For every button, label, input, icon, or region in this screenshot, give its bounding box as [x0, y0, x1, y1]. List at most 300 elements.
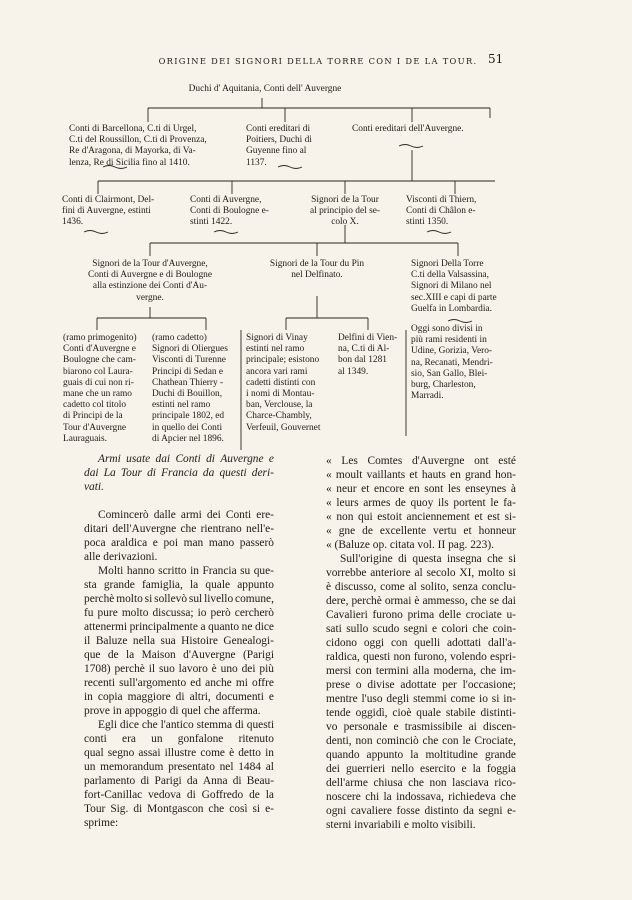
word: en	[450, 469, 461, 481]
word: La	[103, 467, 116, 479]
word: e-	[507, 805, 516, 817]
body-line	[84, 508, 274, 522]
word: comune,	[235, 593, 274, 605]
word: era	[122, 733, 136, 745]
word: moult	[335, 469, 363, 481]
word: copia	[97, 691, 123, 703]
word: « (Baluze op. citata vol. II pag. 223).	[326, 539, 494, 551]
word: prove in appoggio di quel che afferma.	[84, 705, 261, 717]
page-number: 51	[488, 52, 504, 66]
word: grande	[103, 579, 135, 591]
word: oggi	[363, 637, 385, 649]
word: scritto	[158, 565, 187, 577]
word: presentato	[168, 761, 215, 773]
word: di	[175, 691, 185, 703]
word: come	[380, 581, 405, 593]
body-line	[326, 734, 516, 748]
word: suo	[158, 663, 175, 675]
word: gne	[338, 525, 356, 537]
word: crociate	[465, 609, 502, 621]
word: non	[429, 777, 447, 789]
word: rico-	[494, 777, 516, 789]
word: fu	[84, 607, 94, 619]
word: è	[414, 595, 420, 607]
body-line	[326, 762, 516, 776]
word: ogni	[326, 805, 347, 817]
word: l'antico	[160, 719, 194, 731]
running-head: ORIGINE DEI SIGNORI DELLA TORRE CON I DE LA TOUR.	[158, 56, 478, 66]
word: dell'Auvergne	[112, 523, 177, 535]
word: qual	[84, 747, 104, 759]
word: di	[186, 789, 196, 801]
word: ritenuto	[238, 733, 274, 745]
word: d'Auvergne	[183, 649, 236, 661]
word: Crociate,	[474, 735, 516, 747]
word: detto	[238, 747, 261, 759]
word: questi	[363, 651, 391, 663]
word: segni	[478, 805, 503, 817]
tree-node-clairmont: Conti di Clairmont, Del- fini di Auvergne, estinti 1436.	[62, 195, 155, 228]
word: «	[326, 525, 332, 537]
word: principalmente	[129, 621, 198, 633]
word: enseynes	[465, 483, 507, 495]
word: e	[152, 537, 158, 549]
body-line	[84, 690, 274, 704]
tree-node-conti-ereditari-auvergne: Conti ereditari dell'Auvergne.	[352, 124, 464, 134]
word: che	[208, 803, 225, 815]
word: da	[186, 775, 198, 787]
word: la	[189, 579, 199, 591]
word: assai	[138, 747, 161, 759]
word: de	[107, 649, 119, 661]
word: guerrieri	[345, 763, 386, 775]
word: Comincerò	[98, 509, 149, 521]
word: degli	[386, 693, 410, 705]
word: si	[491, 693, 500, 705]
word: richiedeva	[448, 791, 496, 803]
body-line	[326, 454, 516, 468]
body-line	[84, 620, 274, 634]
word: che	[408, 777, 424, 789]
body-line	[84, 802, 274, 816]
word: trasmissibile	[404, 721, 463, 733]
word: en	[408, 483, 420, 495]
word: nell'e-	[246, 523, 274, 535]
word: Auvergne	[220, 453, 264, 465]
word: moderna,	[433, 665, 477, 677]
word: la	[125, 649, 135, 661]
word: espri-	[490, 651, 516, 663]
word: «	[326, 511, 332, 523]
word: grand	[464, 469, 491, 481]
word: Genealogi-	[223, 635, 274, 647]
word: attenermi	[84, 621, 128, 633]
word: altri,	[189, 691, 211, 703]
word: insegna	[446, 553, 482, 565]
word: honneur	[478, 525, 516, 537]
word: ammesso,	[422, 595, 468, 607]
word: in	[265, 747, 274, 759]
left-text-column	[84, 452, 274, 830]
word: memorandum	[100, 761, 164, 773]
word: noscere	[326, 791, 361, 803]
word: discussa;	[152, 607, 194, 619]
word: armes	[363, 497, 391, 509]
word: ditari	[84, 523, 109, 535]
tree-node-barcellona: Conti di Barcellona, C.ti di Urgel, C.ti del Roussillon, C.ti di Provenza, Re d'Aragona, di Mayorka, di Va- lenza, Re di Sicilia fino al 1410.	[69, 124, 207, 168]
word: poi	[163, 537, 179, 549]
body-line	[326, 748, 516, 762]
word: segni	[403, 623, 428, 635]
word: araldica	[111, 537, 148, 549]
word: si-	[504, 511, 516, 523]
section-heading-line	[84, 480, 274, 494]
word: conti	[84, 733, 107, 745]
word: divise	[367, 679, 395, 691]
word: le	[490, 497, 499, 509]
tree-node-tour-du-pin: Signori de la Tour du Pin nel Delfinato.	[269, 259, 365, 281]
word: chi	[365, 791, 380, 803]
word: Anna	[202, 775, 228, 787]
tree-tilde	[448, 320, 472, 323]
word: Sull'origine	[340, 553, 393, 565]
body-line	[84, 760, 274, 774]
word: sta	[84, 579, 97, 591]
word: così	[229, 803, 248, 815]
tree-node-signori-de-la-tour: Signori de la Tour al principio del se- colo X.	[309, 195, 381, 228]
word: Egli	[98, 719, 117, 731]
word: ai	[468, 721, 477, 733]
word: appunto	[366, 749, 404, 761]
word: vo	[326, 721, 338, 733]
word: senza	[452, 581, 478, 593]
section-heading-line	[84, 466, 274, 480]
word: et	[474, 511, 483, 523]
body-line	[84, 662, 274, 676]
word: personale	[343, 721, 388, 733]
tree-node-delfini-vienna: Delfini di Vien- na, C.ti di Al- bon dal 1281 al 1349.	[338, 333, 398, 377]
word: furono	[372, 609, 403, 621]
word: che	[480, 665, 497, 677]
word: perchè	[84, 593, 115, 605]
word: et	[463, 525, 472, 537]
body-line	[84, 816, 274, 830]
word: ormai	[384, 595, 412, 607]
word: ere-	[256, 509, 274, 521]
word: quanto	[208, 621, 240, 633]
word: Beau-	[246, 775, 274, 787]
word: che	[500, 791, 516, 803]
word: Tour	[120, 467, 142, 479]
word: e	[432, 623, 438, 635]
word: di	[234, 719, 244, 731]
body-line	[84, 704, 274, 718]
word: più	[259, 663, 274, 675]
word: sollevò	[154, 593, 188, 605]
word: prima	[407, 609, 435, 621]
word: in	[190, 565, 199, 577]
word: sua	[160, 635, 176, 647]
word: si	[508, 567, 516, 579]
word: ont	[474, 455, 489, 467]
body-line	[84, 536, 274, 550]
word: solito,	[420, 581, 449, 593]
tree-root: Duchi d' Aquitania, Conti dell' Auvergne	[188, 84, 342, 94]
word: di	[232, 775, 242, 787]
body-line	[326, 664, 516, 678]
tree-node-vinay: Signori di Vinay estinti nel ramo principale; esistono ancora vari rami cadetti distinti con i nomi di Montau- ban, Verclouse, la Charce-Chambly, Verfeuil, Gouvernet	[246, 333, 321, 433]
word: hauts	[421, 469, 446, 481]
word: secolo	[426, 567, 456, 579]
body-line	[84, 788, 274, 802]
paragraph-gap	[84, 494, 274, 508]
word: sull'argomento	[119, 677, 187, 689]
body-line	[326, 608, 516, 622]
word: sullo	[346, 623, 369, 635]
word: alle derivazioni.	[84, 551, 158, 563]
word: que-	[253, 565, 274, 577]
word: quelli	[414, 637, 441, 649]
word: uno	[220, 663, 238, 675]
word: delle	[438, 609, 461, 621]
word: volendo	[450, 651, 487, 663]
word: conclu-	[481, 581, 516, 593]
word: è	[211, 663, 217, 675]
word: Montgascon	[147, 803, 204, 815]
body-line	[326, 566, 516, 580]
word: mano	[208, 537, 235, 549]
word: con	[390, 637, 408, 649]
word: illustre	[164, 747, 197, 759]
word: Conti	[225, 509, 252, 521]
word: XI,	[459, 567, 475, 579]
word: un	[84, 761, 96, 773]
body-line	[84, 606, 274, 620]
word: io	[197, 607, 207, 619]
word: al	[414, 567, 423, 579]
word: Armi	[98, 453, 121, 465]
word: sterni invariabili e molto visibili.	[326, 819, 476, 831]
word: si	[252, 803, 261, 815]
word: sul	[188, 593, 203, 605]
body-line	[326, 594, 516, 608]
body-line	[84, 564, 274, 578]
word: mentre	[326, 693, 358, 705]
word: passerò	[239, 537, 274, 549]
word: molto	[121, 607, 149, 619]
word: come	[200, 747, 225, 759]
word: d'Auvergne	[411, 455, 465, 467]
word: discen-	[483, 721, 516, 733]
word: se	[489, 595, 500, 607]
word: al	[265, 761, 274, 773]
word: mersi	[326, 665, 352, 677]
word: ne	[241, 621, 253, 633]
word: fa-	[503, 497, 516, 509]
word: che	[141, 719, 158, 731]
word: a	[200, 621, 206, 633]
word: 1484	[238, 761, 261, 773]
word: però	[210, 607, 231, 619]
word: quale	[416, 707, 441, 719]
word: tende	[326, 707, 351, 719]
word: Maison	[141, 649, 176, 661]
word: les	[447, 483, 461, 495]
word: «	[326, 483, 332, 495]
word: oggidì,	[355, 707, 388, 719]
word: l'uso	[361, 693, 383, 705]
word: livello	[204, 593, 234, 605]
word: de	[249, 789, 260, 801]
word: esté	[498, 455, 516, 467]
word: sont	[424, 483, 444, 495]
body-line	[84, 522, 274, 536]
word: di	[133, 803, 143, 815]
word: lavoro	[178, 663, 208, 675]
tree-node-ramo-cadetto: (ramo cadetto) Signori di Oliergues Visconti di Turenne Principi di Sedan e Chathean Thierry - Duchi di Bouillon, estinti nel ramo principale 1802, ed in quello dei Conti di Apcier nel 1896.	[152, 333, 228, 444]
word: questi	[246, 719, 274, 731]
word: io	[479, 693, 488, 705]
word: perchè	[351, 595, 382, 607]
word: da	[463, 805, 474, 817]
word: dai	[84, 467, 99, 479]
word: nello	[391, 763, 414, 775]
word: Conti	[175, 453, 201, 465]
body-line	[84, 550, 274, 564]
word: che	[487, 553, 503, 565]
body-line	[326, 790, 516, 804]
word: è	[229, 747, 235, 759]
word: e	[461, 763, 467, 775]
word: mi	[235, 677, 248, 689]
word: offre	[252, 677, 274, 689]
word: foggia	[486, 763, 516, 775]
word: gonfalone	[177, 733, 224, 745]
word: non	[336, 511, 354, 523]
word: quale	[205, 579, 231, 591]
word: de	[395, 497, 406, 509]
word: Molti	[98, 565, 124, 577]
tree-tilde	[214, 231, 238, 234]
word: vorrebbe	[326, 567, 367, 579]
word: anteriore	[370, 567, 411, 579]
word: discusso,	[334, 581, 377, 593]
word: che	[180, 523, 197, 535]
tree-node-ramo-primogenito: (ramo primogenito) Conti d'Auvergne e Boulogne che cam- biarono col Laura- guais di cui non ri- mane che un ramo cadetto col titolo di Principi de la Tour d'Auvergne Lauraguais.	[63, 333, 137, 444]
body-line	[326, 496, 516, 510]
word: moltitudine	[425, 749, 478, 761]
word: Comtes	[367, 455, 403, 467]
word: di	[206, 453, 215, 465]
word: documenti	[215, 691, 264, 703]
word: cidono	[326, 637, 358, 649]
word: parlamento	[84, 775, 136, 787]
word: que	[84, 649, 101, 661]
word: maggiore	[127, 691, 171, 703]
word: adottate	[400, 679, 437, 691]
word: e-	[265, 803, 274, 815]
word: encore	[373, 483, 405, 495]
word: Parigi	[154, 775, 182, 787]
word: questa	[412, 553, 442, 565]
word: dalle	[153, 509, 176, 521]
word: qui	[358, 511, 373, 523]
body-line	[326, 804, 516, 818]
word: sprime:	[84, 817, 119, 829]
body-line	[326, 524, 516, 538]
word: le	[462, 735, 471, 747]
body-line	[326, 622, 516, 636]
word: molto	[116, 593, 143, 605]
body-line	[84, 732, 274, 746]
body-line	[326, 468, 516, 482]
word: est	[487, 511, 500, 523]
word: che	[470, 595, 487, 607]
word: dice	[255, 621, 274, 633]
word: dei	[326, 763, 340, 775]
word: molto	[478, 567, 505, 579]
word: è	[326, 581, 332, 593]
word: e	[268, 453, 274, 465]
section-heading-line	[84, 452, 274, 466]
body-line	[84, 676, 274, 690]
body-line	[84, 746, 274, 760]
body-line	[84, 774, 274, 788]
word: che	[472, 623, 489, 635]
word: scudo	[372, 623, 400, 635]
word: cercherò	[234, 607, 274, 619]
word: famiglia,	[142, 579, 183, 591]
tree-node-della-torre: Signori Della Torre C.ti della Valsassina, Signori di Milano nel sec.XIII e capi di parte Guelfa in Lombardia.	[411, 259, 497, 314]
word: Francia	[202, 565, 237, 577]
word: stemma	[196, 719, 233, 731]
body-line	[326, 482, 516, 496]
body-line	[326, 580, 516, 594]
word: et	[361, 483, 370, 495]
word: non	[393, 651, 411, 663]
tree-node-thiern: Visconti di Thiern, Conti di Châlon e- stinti 1350.	[406, 195, 477, 228]
word: vati.	[84, 481, 104, 493]
body-line	[326, 538, 516, 552]
word: o	[355, 679, 362, 691]
word: pure	[97, 607, 118, 619]
word: dai	[502, 595, 516, 607]
word: Baluze	[95, 635, 128, 647]
word: termini	[375, 665, 409, 677]
word: perchè	[114, 663, 145, 675]
body-line	[326, 678, 516, 692]
word: fort-Canillac	[84, 789, 143, 801]
word: esercito	[420, 763, 456, 775]
word: recenti	[84, 677, 115, 689]
right-text-column	[326, 454, 516, 832]
word: per	[442, 679, 457, 691]
tree-tilde	[427, 231, 451, 234]
word: il	[84, 635, 91, 647]
word: da	[202, 467, 215, 479]
word: à	[510, 483, 516, 495]
word: dice	[119, 719, 139, 731]
word: segno	[107, 747, 135, 759]
word: sati	[326, 623, 342, 635]
word: Les	[341, 455, 358, 467]
word: con	[355, 665, 372, 677]
word: nella	[132, 635, 156, 647]
body-line	[326, 706, 516, 720]
body-line	[84, 578, 274, 592]
word: di	[140, 775, 150, 787]
word: im-	[500, 665, 516, 677]
